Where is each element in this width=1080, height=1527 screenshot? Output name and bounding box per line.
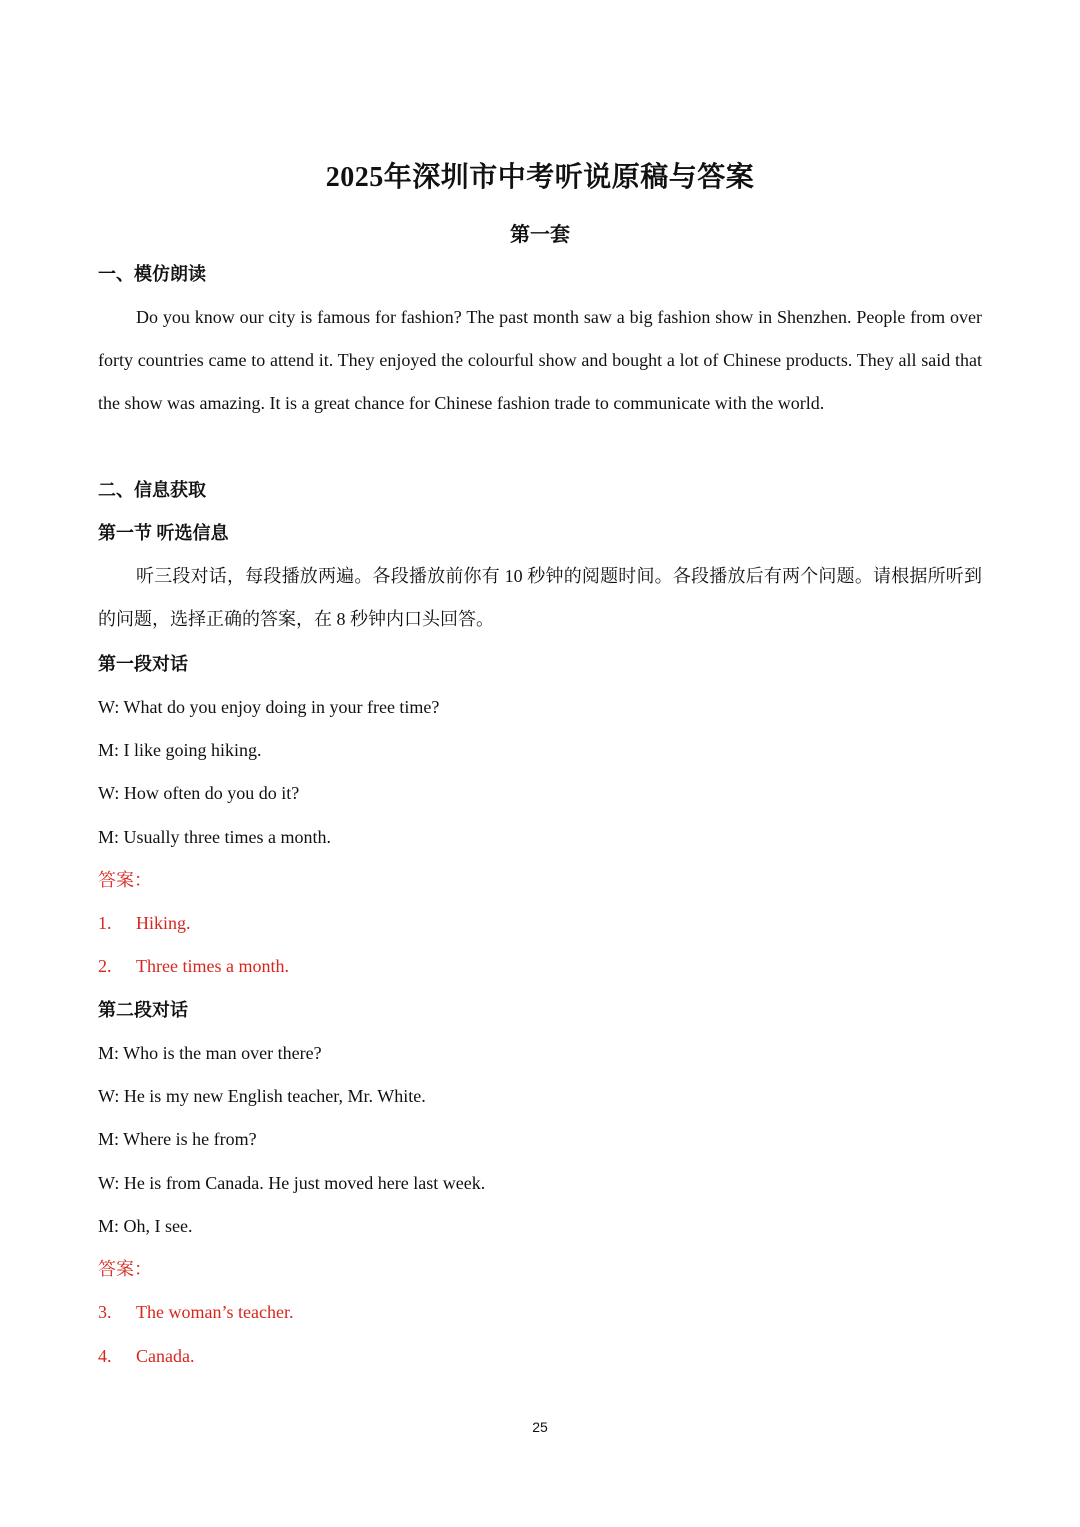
- section-heading-imitation-reading: 一、模仿朗读: [98, 264, 206, 284]
- dialogue-line: M: Where is he from?: [98, 1129, 257, 1149]
- page-number: 25: [532, 1419, 548, 1435]
- dialogue-line: M: Usually three times a month.: [98, 827, 331, 847]
- answer-label: 答案：: [98, 870, 152, 890]
- answer-number: 2.: [98, 956, 112, 976]
- dialogue-1-heading: 第一段对话: [98, 654, 188, 674]
- answer-number: 3.: [98, 1302, 112, 1322]
- answer-item: [98, 954, 982, 978]
- section-heading-information: 二、信息获取: [98, 480, 206, 500]
- dialogue-line: M: Who is the man over there?: [98, 1043, 322, 1063]
- document-title: 2025年深圳市中考听说原稿与答案: [325, 162, 755, 193]
- dialogue-line: W: He is from Canada. He just moved here last week.: [98, 1173, 486, 1193]
- set-subtitle: 第一套: [510, 224, 570, 246]
- answer-number: 4.: [98, 1346, 112, 1366]
- answer-item: [98, 1344, 982, 1368]
- answer-text: Three times a month.: [136, 956, 289, 976]
- answer-text: The woman’s teacher.: [136, 1302, 294, 1322]
- subsection-heading: 第一节 听选信息: [98, 523, 229, 543]
- reading-passage: Do you know our city is famous for fashion? The past month saw a big fashion show in Shenzhen. People from over forty countries came to attend it. They enjoyed the colourful show and bought a lot of Chinese products. They all said that the show was amazing. It is a great chance for Chinese fashion trade to communicate with the world.: [98, 307, 982, 413]
- answer-item: [98, 911, 982, 935]
- dialogue-line: M: I like going hiking.: [98, 740, 262, 760]
- answer-text: Canada.: [136, 1346, 195, 1366]
- dialogue-line: W: He is my new English teacher, Mr. White.: [98, 1086, 426, 1106]
- dialogue-line: W: How often do you do it?: [98, 783, 300, 803]
- answer-text: Hiking.: [136, 913, 191, 933]
- answer-label: 答案：: [98, 1259, 152, 1279]
- answer-number: 1.: [98, 913, 112, 933]
- dialogue-line: W: What do you enjoy doing in your free time?: [98, 697, 440, 717]
- instructions-paragraph: 听三段对话，每段播放两遍。各段播放前你有 10 秒钟的阅题时间。各段播放后有两个问题。请根据所听到的问题，选择正确的答案，在 8 秒钟内口头回答。: [98, 566, 982, 629]
- answer-item: [98, 1300, 982, 1324]
- dialogue-line: M: Oh, I see.: [98, 1216, 193, 1236]
- dialogue-2-heading: 第二段对话: [98, 1000, 188, 1020]
